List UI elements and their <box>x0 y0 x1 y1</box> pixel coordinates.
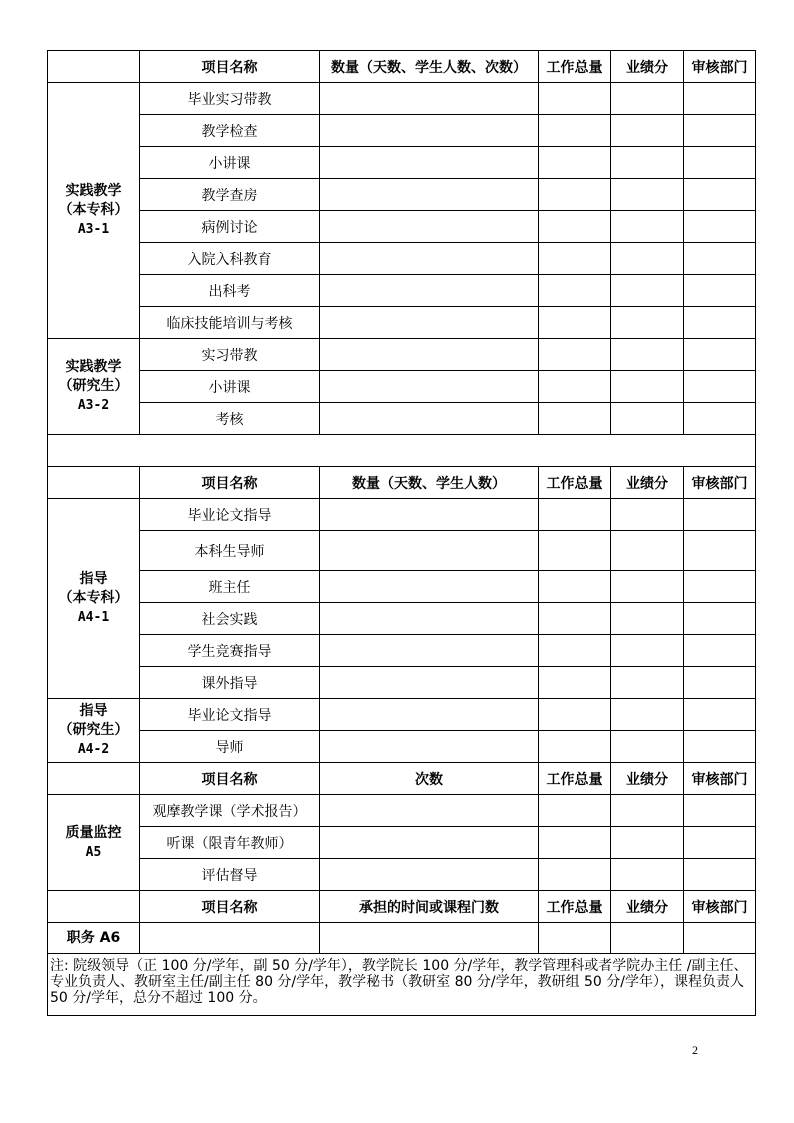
score-field[interactable] <box>611 83 684 115</box>
item-name: 病例讨论 <box>140 211 320 243</box>
dept-field[interactable] <box>684 371 756 403</box>
header-row-a5 <box>48 763 756 795</box>
table-row <box>48 827 756 859</box>
category-a3-2 <box>48 339 140 435</box>
score-field[interactable] <box>611 859 684 891</box>
workload-field[interactable] <box>539 275 611 307</box>
table-row <box>48 635 756 667</box>
dept-field[interactable] <box>684 147 756 179</box>
score-field[interactable] <box>611 667 684 699</box>
quantity-field[interactable] <box>320 307 539 339</box>
workload-field[interactable] <box>539 795 611 827</box>
item-field[interactable] <box>140 923 320 954</box>
workload-field[interactable] <box>539 179 611 211</box>
score-field[interactable] <box>611 339 684 371</box>
workload-field[interactable] <box>539 339 611 371</box>
dept-field[interactable] <box>684 635 756 667</box>
category-subtitle: （本专科） <box>58 590 129 606</box>
category-a4-1 <box>48 499 140 699</box>
item-name: 班主任 <box>140 571 320 603</box>
header-workload: 工作总量 <box>539 51 611 83</box>
quantity-field[interactable] <box>320 243 539 275</box>
header-score: 业绩分 <box>611 891 684 923</box>
category-a5 <box>48 795 140 891</box>
quantity-field[interactable] <box>320 403 539 435</box>
dept-field[interactable] <box>684 603 756 635</box>
score-field[interactable] <box>611 211 684 243</box>
item-name: 学生竞赛指导 <box>140 635 320 667</box>
table-row <box>48 571 756 603</box>
dept-field[interactable] <box>684 403 756 435</box>
quantity-field[interactable] <box>320 731 539 763</box>
item-name: 导师 <box>140 731 320 763</box>
header-row-a3 <box>48 51 756 83</box>
item-name: 毕业论文指导 <box>140 499 320 531</box>
category-a3-1 <box>48 83 140 339</box>
quantity-field[interactable] <box>320 147 539 179</box>
item-name: 小讲课 <box>140 371 320 403</box>
workload-field[interactable] <box>539 147 611 179</box>
table-row <box>48 243 756 275</box>
score-field[interactable] <box>611 731 684 763</box>
workload-field[interactable] <box>539 635 611 667</box>
category-subtitle: （研究生） <box>58 722 129 738</box>
category-title: 指导 <box>79 703 108 719</box>
workload-field[interactable] <box>539 243 611 275</box>
score-field[interactable] <box>611 531 684 571</box>
score-field[interactable] <box>611 571 684 603</box>
score-field[interactable] <box>611 499 684 531</box>
table-row <box>48 795 756 827</box>
category-title: 实践教学 <box>65 183 122 199</box>
category-title: 实践教学 <box>65 359 122 375</box>
workload-field[interactable] <box>539 923 611 954</box>
quantity-field[interactable] <box>320 827 539 859</box>
table-row <box>48 275 756 307</box>
workload-field[interactable] <box>539 83 611 115</box>
dept-field[interactable] <box>684 115 756 147</box>
workload-field[interactable] <box>539 859 611 891</box>
quantity-field[interactable] <box>320 339 539 371</box>
header-item-name: 项目名称 <box>140 763 320 795</box>
dept-field[interactable] <box>684 795 756 827</box>
table-row <box>48 307 756 339</box>
table-row <box>48 147 756 179</box>
quantity-field[interactable] <box>320 275 539 307</box>
category-code: A3-1 <box>77 222 110 237</box>
item-name: 实习带教 <box>140 339 320 371</box>
score-field[interactable] <box>611 275 684 307</box>
header-blank-cell <box>48 763 140 795</box>
table-row <box>48 699 756 731</box>
header-item-name: 项目名称 <box>140 891 320 923</box>
header-score: 业绩分 <box>611 763 684 795</box>
dept-field[interactable] <box>684 275 756 307</box>
score-field[interactable] <box>611 827 684 859</box>
spacer-row <box>48 435 756 467</box>
table-row <box>48 603 756 635</box>
table-row <box>48 339 756 371</box>
note-row <box>48 954 756 1016</box>
evaluation-form-table <box>47 50 756 1016</box>
table-row <box>48 499 756 531</box>
score-field[interactable] <box>611 147 684 179</box>
quantity-field[interactable] <box>320 699 539 731</box>
item-name: 教学检查 <box>140 115 320 147</box>
category-a4-2 <box>48 699 140 763</box>
item-name: 考核 <box>140 403 320 435</box>
dept-field[interactable] <box>684 571 756 603</box>
quantity-field[interactable] <box>320 795 539 827</box>
table-row <box>48 403 756 435</box>
dept-field[interactable] <box>684 531 756 571</box>
quantity-field[interactable] <box>320 603 539 635</box>
workload-field[interactable] <box>539 531 611 571</box>
score-field[interactable] <box>611 699 684 731</box>
dept-field[interactable] <box>684 179 756 211</box>
item-name: 出科考 <box>140 275 320 307</box>
header-score: 业绩分 <box>611 467 684 499</box>
item-name: 听课（限青年教师） <box>140 827 320 859</box>
score-field[interactable] <box>611 243 684 275</box>
dept-field[interactable] <box>684 923 756 954</box>
table-row <box>48 731 756 763</box>
workload-field[interactable] <box>539 403 611 435</box>
header-workload: 工作总量 <box>539 467 611 499</box>
dept-field[interactable] <box>684 859 756 891</box>
header-item-name: 项目名称 <box>140 467 320 499</box>
quantity-field[interactable] <box>320 371 539 403</box>
spacer-cell <box>48 435 756 467</box>
header-dept: 审核部门 <box>684 763 756 795</box>
workload-field[interactable] <box>539 699 611 731</box>
quantity-field[interactable] <box>320 179 539 211</box>
table-row <box>48 211 756 243</box>
page-number: 2 <box>692 1043 698 1057</box>
item-name: 小讲课 <box>140 147 320 179</box>
dept-field[interactable] <box>684 499 756 531</box>
workload-field[interactable] <box>539 307 611 339</box>
header-row-a4 <box>48 467 756 499</box>
quantity-field[interactable] <box>320 923 539 954</box>
category-title: 质量监控 <box>65 824 122 841</box>
table-row <box>48 371 756 403</box>
dept-field[interactable] <box>684 699 756 731</box>
header-blank-cell <box>48 891 140 923</box>
dept-field[interactable] <box>684 339 756 371</box>
category-code: A5 <box>85 844 102 860</box>
quantity-field[interactable] <box>320 115 539 147</box>
item-name: 入院入科教育 <box>140 243 320 275</box>
table-row <box>48 179 756 211</box>
quantity-field[interactable] <box>320 499 539 531</box>
header-item-name: 项目名称 <box>140 51 320 83</box>
workload-field[interactable] <box>539 499 611 531</box>
dept-field[interactable] <box>684 667 756 699</box>
quantity-field[interactable] <box>320 667 539 699</box>
item-name: 毕业实习带教 <box>140 83 320 115</box>
header-quantity: 次数 <box>320 763 539 795</box>
table-row <box>48 667 756 699</box>
item-name: 临床技能培训与考核 <box>140 307 320 339</box>
score-field[interactable] <box>611 115 684 147</box>
score-field[interactable] <box>611 795 684 827</box>
category-code: A4-2 <box>77 742 110 757</box>
dept-field[interactable] <box>684 827 756 859</box>
score-field[interactable] <box>611 179 684 211</box>
score-field[interactable] <box>611 371 684 403</box>
score-field[interactable] <box>611 923 684 954</box>
workload-field[interactable] <box>539 667 611 699</box>
item-name: 课外指导 <box>140 667 320 699</box>
header-dept: 审核部门 <box>684 467 756 499</box>
table-row <box>48 115 756 147</box>
score-field[interactable] <box>611 603 684 635</box>
dept-field[interactable] <box>684 83 756 115</box>
note-text: 注: 院级领导（正 100 分/学年，副 50 分/学年），教学院长 100 分/学年，教学管理科或者学院办主任 /副主任、专业负责人、教研室主任/副主任 80 分/学年，教学秘书（教研室 80 分/学年，教研组 50 分/学年），课程负责人 50 分/学年，总分不超过 100 分。 <box>48 954 756 1016</box>
quantity-field[interactable] <box>320 859 539 891</box>
category-subtitle: （本专科） <box>58 202 129 218</box>
category-a6: 职务 A6 <box>48 923 140 954</box>
workload-field[interactable] <box>539 211 611 243</box>
dept-field[interactable] <box>684 243 756 275</box>
score-field[interactable] <box>611 403 684 435</box>
category-subtitle: （研究生） <box>58 378 129 394</box>
quantity-field[interactable] <box>320 531 539 571</box>
category-code: A4-1 <box>77 610 110 625</box>
header-dept: 审核部门 <box>684 891 756 923</box>
item-name: 教学查房 <box>140 179 320 211</box>
item-name: 社会实践 <box>140 603 320 635</box>
table-row <box>48 531 756 571</box>
workload-field[interactable] <box>539 115 611 147</box>
header-score: 业绩分 <box>611 51 684 83</box>
header-quantity: 数量（天数、学生人数、次数） <box>320 51 539 83</box>
quantity-field[interactable] <box>320 211 539 243</box>
item-name: 评估督导 <box>140 859 320 891</box>
dept-field[interactable] <box>684 211 756 243</box>
table-row <box>48 923 756 954</box>
workload-field[interactable] <box>539 371 611 403</box>
header-workload: 工作总量 <box>539 763 611 795</box>
category-title: 指导 <box>79 571 108 587</box>
header-workload: 工作总量 <box>539 891 611 923</box>
table-row <box>48 859 756 891</box>
category-code: A3-2 <box>77 398 110 413</box>
item-name: 毕业论文指导 <box>140 699 320 731</box>
item-name: 观摩教学课（学术报告） <box>140 795 320 827</box>
workload-field[interactable] <box>539 571 611 603</box>
score-field[interactable] <box>611 635 684 667</box>
header-blank-cell <box>48 467 140 499</box>
header-row-a6 <box>48 891 756 923</box>
workload-field[interactable] <box>539 731 611 763</box>
workload-field[interactable] <box>539 827 611 859</box>
table-row <box>48 83 756 115</box>
quantity-field[interactable] <box>320 571 539 603</box>
quantity-field[interactable] <box>320 635 539 667</box>
workload-field[interactable] <box>539 603 611 635</box>
dept-field[interactable] <box>684 307 756 339</box>
header-quantity: 承担的时间或课程门数 <box>320 891 539 923</box>
item-name: 本科生导师 <box>140 531 320 571</box>
score-field[interactable] <box>611 307 684 339</box>
header-dept: 审核部门 <box>684 51 756 83</box>
header-blank-cell <box>48 51 140 83</box>
dept-field[interactable] <box>684 731 756 763</box>
header-quantity: 数量（天数、学生人数） <box>320 467 539 499</box>
quantity-field[interactable] <box>320 83 539 115</box>
